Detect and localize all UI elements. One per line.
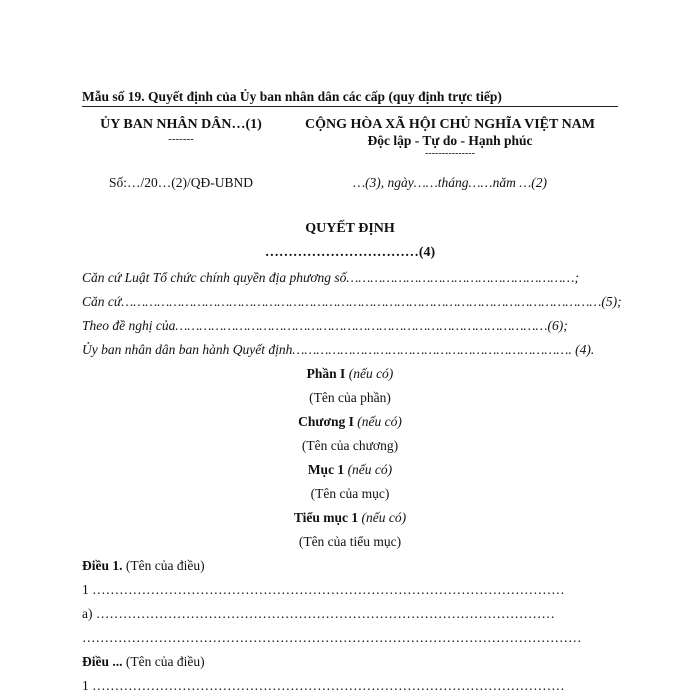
part-label: Phần I — [306, 366, 346, 381]
article-n-heading — [82, 654, 205, 670]
part-note: (nếu có) — [348, 366, 394, 381]
preamble-issuance: Ủy ban nhân dân ban hành Quyết định……………………………………………………………. (4). — [82, 342, 595, 357]
section-note: (nếu có) — [347, 462, 393, 477]
decision-title: QUYẾT ĐỊNH — [305, 221, 395, 236]
part-name: (Tên của phần) — [309, 390, 391, 405]
section-heading — [82, 462, 618, 478]
nation-title: CỘNG HÒA XÃ HỘI CHỦ NGHĨA VIỆT NAM — [304, 117, 595, 132]
agency-name: ỦY BAN NHÂN DÂN…(1) — [100, 117, 262, 132]
motto-separator: --------------- — [425, 148, 475, 159]
chapter-note: (nếu có) — [357, 414, 402, 429]
preamble-proposal: Theo đề nghị của…………………………………………………………………………………(6); — [82, 318, 568, 333]
article-n-clause: 1 …………………………………………………………………………………………… — [82, 678, 565, 693]
article-1-clause: 1 …………………………………………………………………………………………… — [82, 582, 565, 597]
preamble-law: Căn cứ Luật Tổ chức chính quyền địa phương số…………………………………………………; — [82, 270, 579, 285]
article-n-name: (Tên của điều) — [125, 654, 205, 669]
subsection-name: (Tên của tiểu mục) — [298, 534, 402, 549]
section-name: (Tên của mục) — [310, 486, 390, 501]
chapter-heading — [82, 414, 618, 430]
chapter-label: Chương I — [298, 414, 354, 429]
decision-subject: ……………………………(4) — [264, 245, 436, 260]
part-heading — [82, 366, 618, 382]
article-1-heading — [82, 558, 205, 574]
title-underline — [82, 106, 618, 107]
motto: Độc lập - Tự do - Hạnh phúc — [367, 133, 533, 148]
chapter-name: (Tên của chương) — [301, 438, 399, 453]
article-1-continuation: ………………………………………………………………………………………………… — [82, 630, 582, 645]
subsection-label: Tiểu mục 1 — [293, 510, 359, 525]
agency-separator: ------- — [168, 133, 194, 145]
article-1-name: (Tên của điều) — [125, 558, 205, 573]
subsection-heading — [82, 510, 618, 526]
preamble-basis: Căn cứ…………………………………………………………………………………………………………(5); — [82, 294, 622, 309]
article-n-label: Điều ... — [82, 654, 123, 669]
article-1-label: Điều 1. — [82, 558, 123, 573]
place-and-date: …(3), ngày……tháng……năm …(2) — [353, 175, 547, 190]
subsection-note: (nếu có) — [361, 510, 407, 525]
document-number: Số:…/20…(2)/QĐ-UBND — [109, 175, 253, 190]
section-label: Mục 1 — [307, 462, 345, 477]
form-title: Mẫu số 19. Quyết định của Ủy ban nhân dân các cấp (quy định trực tiếp) — [82, 89, 502, 104]
article-1-point: a) ………………………………………………………………………………………… — [82, 606, 555, 621]
